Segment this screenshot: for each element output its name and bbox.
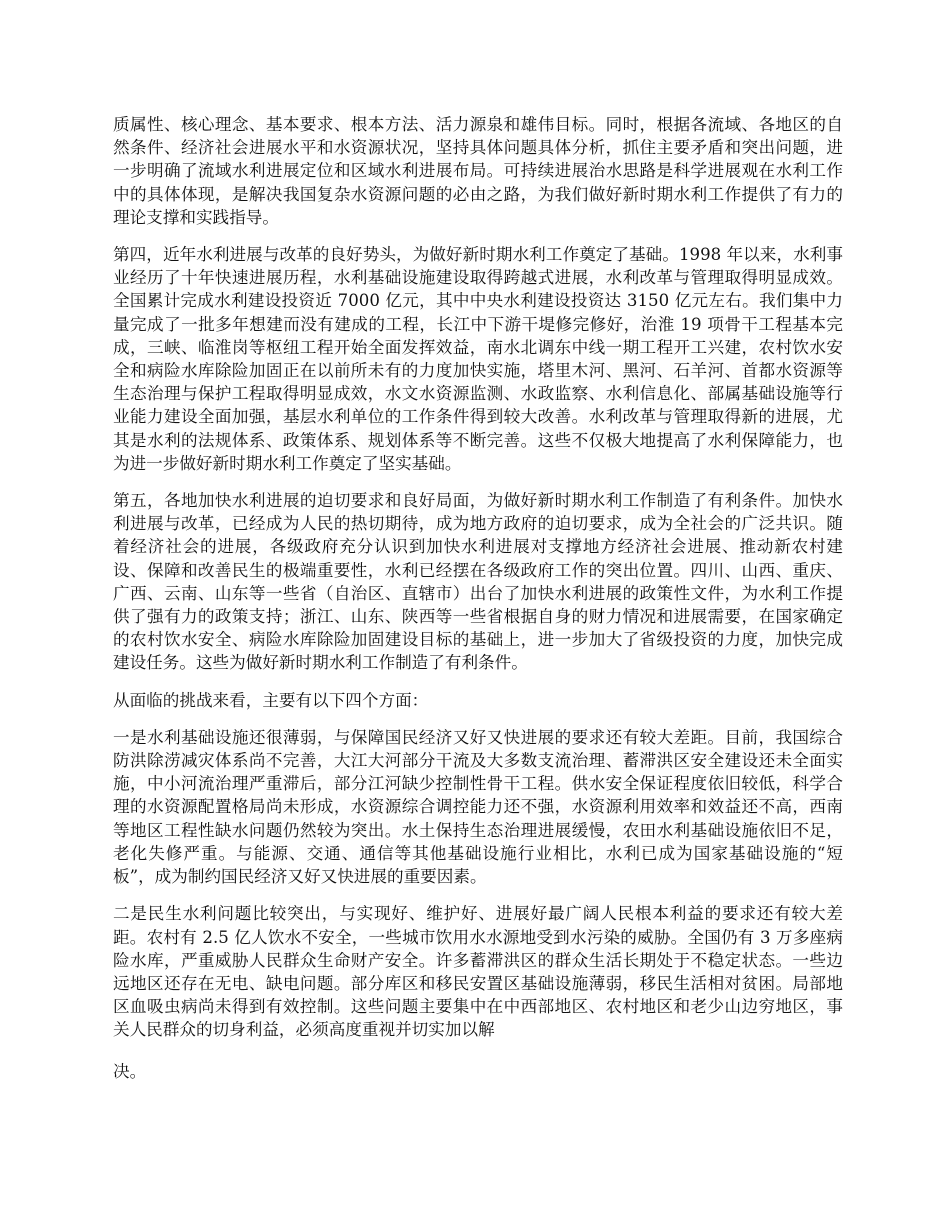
paragraph-4: 从面临的挑战来看，主要有以下四个方面： [113,690,429,710]
paragraph-5: 一是水利基础设施还很薄弱，与保障国民经济又好又快进展的要求还有较大差距。目前，我国综合防洪除涝减灾体系尚不完善，大江大河部分干流及大多数支流治理、蓄滞洪区安全建设还未全面实施，中小河流治理严重滞后，部分江河缺少控制性骨干工程。供水安全保证程度依旧较低，科学合理的水资源配置格局尚未形成，水资源综合调控能力还不强，水资源利用效率和效益还不高，西南等地区工程性缺水问题仍然较为突出。水土保持生态治理进展缓慢，农田水利基础设施依旧不足，老化失修严重。与能源、交通、通信等其他基础设施行业相比，水利已成为国家基础设施的“短板”，成为制约国民经济又好又快进展的重要因素。 [113,727,843,887]
paragraph-1: 质属性、核心理念、基本要求、根本方法、活力源泉和雄伟目标。同时，根据各流域、各地区的自然条件、经济社会进展水平和水资源状况，坚持具体问题具体分析，抓住主要矛盾和突出问题，进一步明确了流域水利进展定位和区域水利进展布局。可持续进展治水思路是科学进展观在水利工作中的具体体现，是解决我国复杂水资源问题的必由之路，为我们做好新时期水利工作提供了有力的理论支撑和实践指导。 [113,115,843,227]
document-page [113,113,843,1097]
paragraph-2: 第四，近年水利进展与改革的良好势头，为做好新时期水利工作奠定了基础。1998 年以来，水利事业经历了十年快速进展历程，水利基础设施建设取得跨越式进展，水利改革与管理取得明显成效。全国累计完成水利建设投资近 7000 亿元，其中中央水利建设投资达 3150 亿元左右。我们集中力量完成了一批多年想建而没有建成的工程，长江中下游干堤修完修好，治淮 19 项骨干工程基本完成，三峡、临淮岗等枢纽工程开始全面发挥效益，南水北调东中线一期工程开工兴建，农村饮水安全和病险水库除险加固正在以前所未有的力度加快实施，塔里木河、黑河、石羊河、首都水资源等生态治理与保护工程取得明显成效，水文水资源监测、水政监察、水利信息化、部属基础设施等行业能力建设全面加强，基层水利单位的工作条件得到较大改善。水利改革与管理取得新的进展，尤其是水利的法规体系、政策体系、规划体系等不断完善。这些不仅极大地提高了水利保障能力，也为进一步做好新时期水利工作奠定了坚实基础。 [113,245,843,473]
paragraph-6: 二是民生水利问题比较突出，与实现好、维护好、进展好最广阔人民根本利益的要求还有较大差距。农村有 2.5 亿人饮水不安全，一些城市饮用水水源地受到水污染的威胁。全国仍有 3 万多座病险水库，严重威胁人民群众生命财产安全。许多蓄滞洪区的群众生活长期处于不稳定状态。一些边远地区还存在无电、缺电问题。部分库区和移民安置区基础设施薄弱，移民生活相对贫困。局部地区血吸虫病尚未得到有效控制。这些问题主要集中在中西部地区、农村地区和老少山边穷地区，事关人民群众的切身利益，必须高度重视并切实加以解 [113,904,843,1040]
paragraph-7: 决。 [113,1061,147,1081]
paragraph-3: 第五，各地加快水利进展的迫切要求和良好局面，为做好新时期水利工作制造了有利条件。加快水利进展与改革，已经成为人民的热切期待，成为地方政府的迫切要求，成为全社会的广泛共识。随着经济社会的进展，各级政府充分认识到加快水利进展对支撑地方经济社会进展、推动新农村建设、保障和改善民生的极端重要性，水利已经摆在各级政府工作的突出位置。四川、山西、重庆、广西、云南、山东等一些省（自治区、直辖市）出台了加快水利进展的政策性文件，为水利工作提供了强有力的政策支持；浙江、山东、陕西等一些省根据自身的财力情况和进展需要，在国家确定的农村饮水安全、病险水库除险加固建设目标的基础上，进一步加大了省级投资的力度，加快完成建设任务。这些为做好新时期水利工作制造了有利条件。 [113,491,843,673]
